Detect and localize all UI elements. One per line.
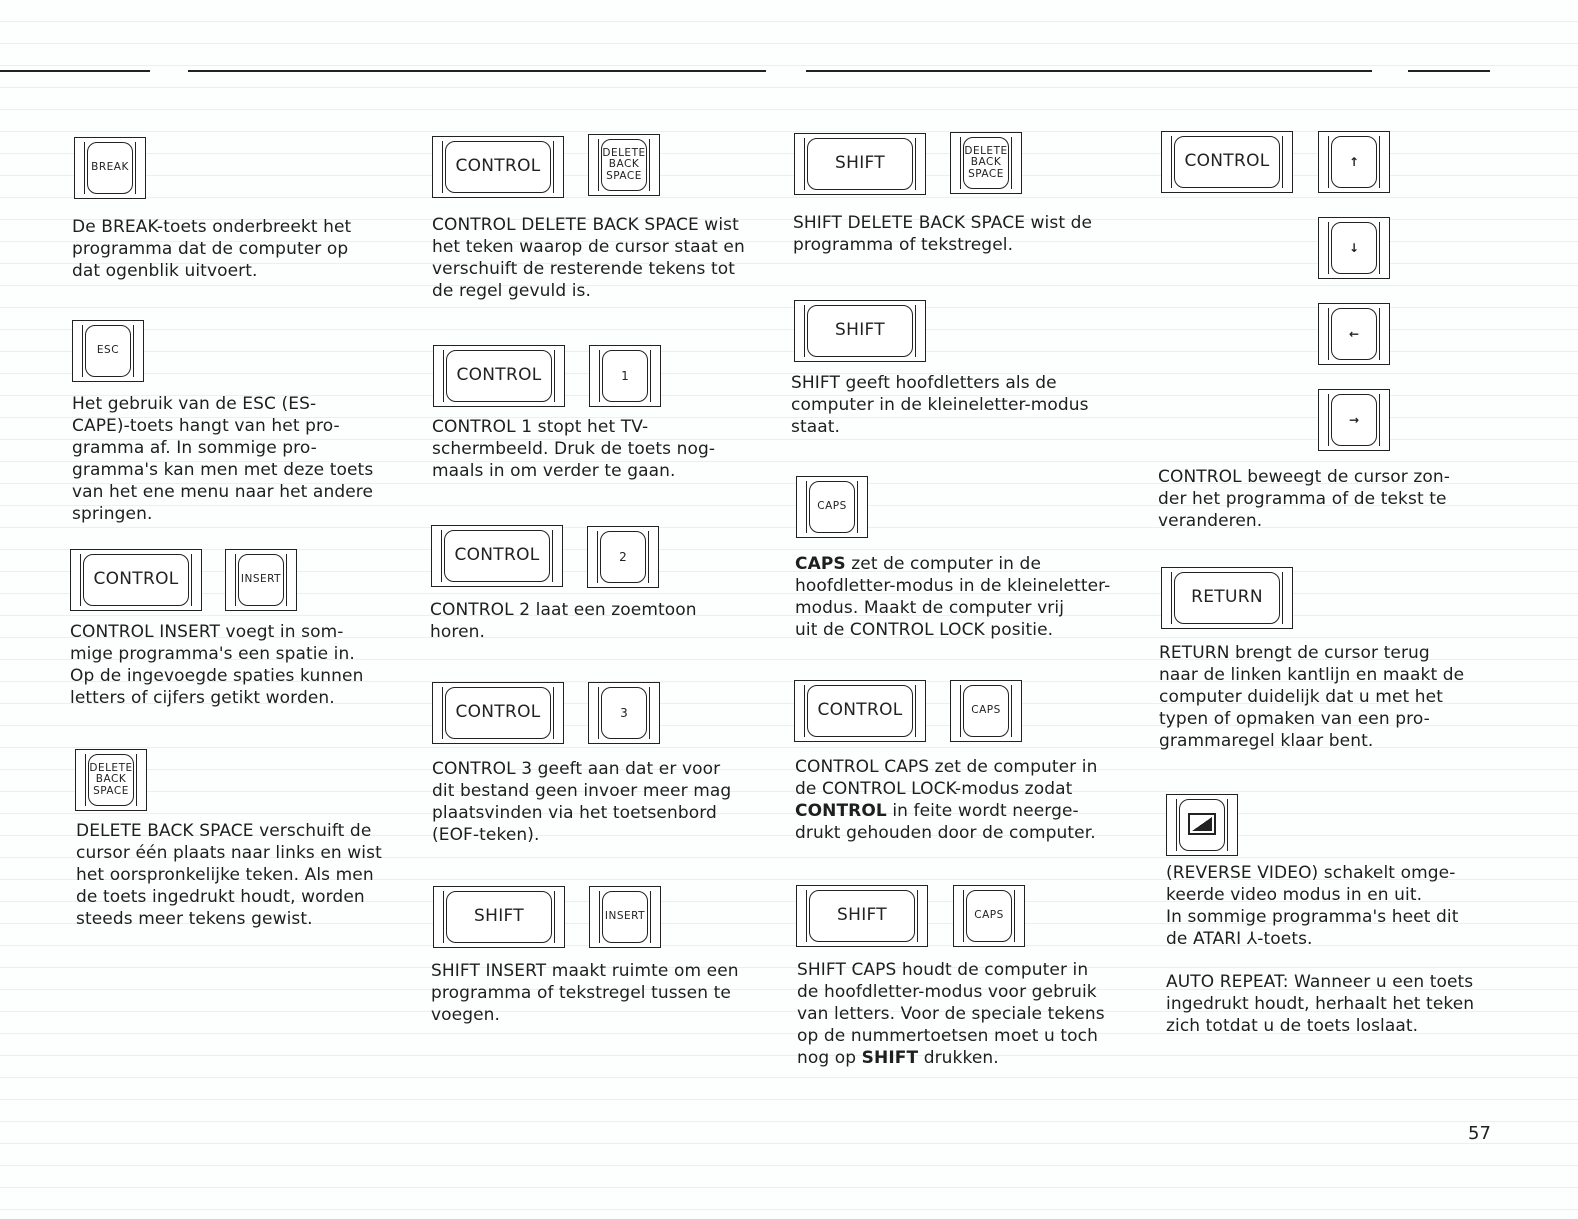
esc-key: ESC	[72, 320, 144, 382]
control-2-description: CONTROL 2 laat een zoemtoon horen.	[430, 600, 697, 642]
control-caps-description: CONTROL CAPS zet de computer in de CONTROL LOCK-modus zodat CONTROL in feite wordt neerge- drukt gehouden door de computer.	[795, 757, 1098, 843]
control-key: CONTROL	[794, 680, 926, 742]
shift-insert-description: SHIFT INSERT maakt ruimte om een programma of tekstregel tussen te voegen.	[431, 961, 739, 1025]
control-1-description: CONTROL 1 stopt het TV- schermbeeld. Druk de toets nog- maals in om verder te gaan.	[432, 417, 716, 481]
header-rule-2	[188, 70, 766, 72]
right-arrow-icon: →	[1348, 412, 1360, 427]
esc-description: Het gebruik van de ESC (ES- CAPE)-toets hangt van het pro- gramma af. In sommige pro- gramma's kan men met deze toets van het ene menu naar het andere springen.	[72, 394, 374, 524]
control-arrows-description: CONTROL beweegt de cursor zon- der het programma of de tekst te veranderen.	[1158, 467, 1450, 531]
left-arrow-key	[1318, 303, 1390, 365]
insert-key: INSERT	[589, 886, 661, 948]
auto-repeat-description: AUTO REPEAT: Wanneer u een toets ingedrukt houdt, herhaalt het teken zich totdat u de toets loslaat.	[1166, 972, 1475, 1036]
shift-key: SHIFT	[433, 886, 565, 948]
control-key: CONTROL	[1161, 131, 1293, 193]
delete-back-space-key: DELETE BACK SPACE	[950, 132, 1022, 194]
shift-caps-description: SHIFT CAPS houdt de computer in de hoofdletter-modus voor gebruik van letters. Voor de speciale tekens op de nummertoetsen moet u toch nog op SHIFT drukken.	[797, 960, 1105, 1068]
up-arrow-key	[1318, 131, 1390, 193]
left-arrow-icon: ←	[1348, 326, 1360, 341]
caps-key: CAPS	[950, 680, 1022, 742]
return-description: RETURN brengt de cursor terug naar de linken kantlijn en maakt de computer duidelijk dat u met het typen of opmaken van een pro- grammaregel klaar bent.	[1159, 643, 1465, 751]
one-key: 1	[589, 345, 661, 407]
down-arrow-key	[1318, 217, 1390, 279]
right-arrow-key	[1318, 389, 1390, 451]
caps-key: CAPS	[953, 885, 1025, 947]
control-delete-description: CONTROL DELETE BACK SPACE wist het teken waarop de cursor staat en verschuift de resterende tekens tot de regel gevuld is.	[432, 215, 745, 301]
shift-key: SHIFT	[796, 885, 928, 947]
three-key: 3	[588, 682, 660, 744]
reverse-video-description: (REVERSE VIDEO) schakelt omge- keerde video modus in en uit. In sommige programma's heet dit de ATARI ⅄-toets.	[1166, 863, 1459, 949]
header-rule-3	[806, 70, 1372, 72]
return-key: RETURN	[1161, 567, 1293, 629]
shift-key: SHIFT	[794, 133, 926, 195]
reverse-video-key	[1166, 794, 1238, 856]
break-description: De BREAK-toets onderbreekt het programma dat de computer op dat ogenblik uitvoert.	[72, 217, 352, 281]
caps-description: CAPS zet de computer in de hoofdletter-modus in de kleineletter- modus. Maakt de computer vrij uit de CONTROL LOCK positie.	[795, 554, 1111, 640]
shift-key: SHIFT	[794, 300, 926, 362]
delete-back-space-key: DELETE BACK SPACE	[588, 134, 660, 196]
shift-description: SHIFT geeft hoofdletters als de computer in de kleineletter-modus staat.	[791, 373, 1089, 437]
reverse-video-icon	[1188, 813, 1216, 835]
control-key: CONTROL	[433, 345, 565, 407]
control-insert-description: CONTROL INSERT voegt in som- mige programma's een spatie in. Op de ingevoegde spaties kunnen letters of cijfers getikt worden.	[70, 622, 364, 708]
delete-back-space-key: DELETE BACK SPACE	[75, 749, 147, 811]
control-key: CONTROL	[70, 549, 202, 611]
control-key: CONTROL	[432, 136, 564, 198]
control-key: CONTROL	[431, 525, 563, 587]
header-rule-4	[1408, 70, 1490, 72]
control-key: CONTROL	[432, 682, 564, 744]
down-arrow-icon: ↓	[1348, 240, 1360, 255]
control-3-description: CONTROL 3 geeft aan dat er voor dit bestand geen invoer meer mag plaatsvinden via het toetsenbord (EOF-teken).	[432, 759, 732, 845]
break-key: BREAK	[74, 137, 146, 199]
header-rule-1	[0, 70, 150, 72]
two-key: 2	[587, 526, 659, 588]
delete-back-space-description: DELETE BACK SPACE verschuift de cursor één plaats naar links en wist het oorspronkelijke teken. Als men de toets ingedrukt houdt, worden steeds meer tekens gewist.	[76, 821, 382, 929]
page-number: 57	[1468, 1123, 1491, 1144]
shift-delete-description: SHIFT DELETE BACK SPACE wist de programma of tekstregel.	[793, 213, 1093, 255]
up-arrow-icon: ↑	[1348, 154, 1360, 169]
insert-key: INSERT	[225, 549, 297, 611]
caps-key: CAPS	[796, 476, 868, 538]
